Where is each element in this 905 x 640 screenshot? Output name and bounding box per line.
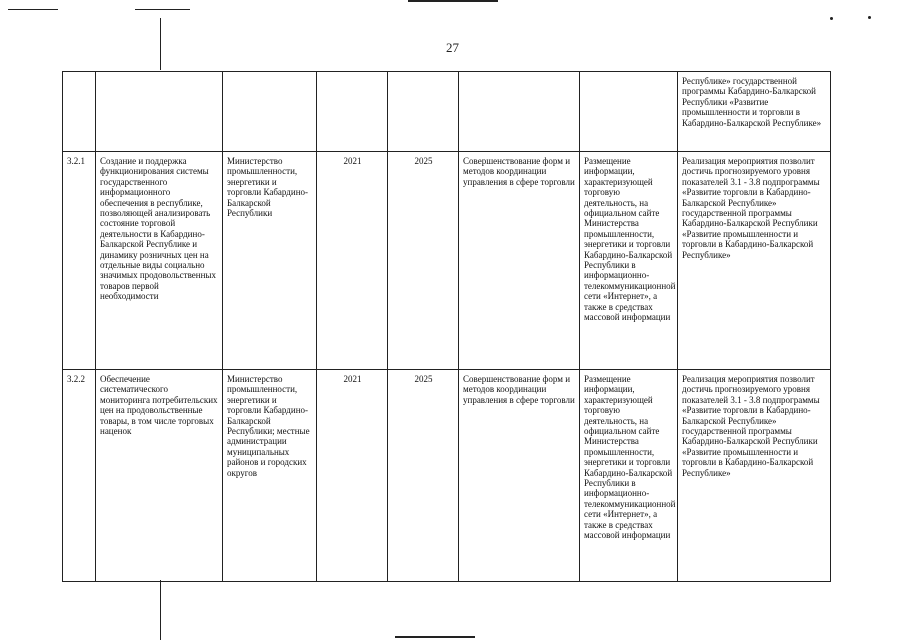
scan-artifact-dot bbox=[830, 17, 833, 20]
scan-artifact-top-center bbox=[408, 0, 498, 2]
measures-table bbox=[62, 71, 831, 582]
executor bbox=[223, 72, 317, 152]
table-row bbox=[63, 152, 831, 370]
content: Размещение информации, характеризующей торговую деятельность, на официальном сайте Министерства промышленности, энергетики и торговли Кабардино-Балкарской Республики в информационно-телекоммуникационной сети «Интернет», а также в средствах массовой информации bbox=[580, 152, 678, 370]
end-year: 2025 bbox=[388, 152, 459, 370]
scan-artifact-dot bbox=[868, 16, 871, 19]
result: Реализация мероприятия позволит достичь прогнозируемого уровня показателей 3.1 - 3.8 подпрограммы «Развитие торговли в Кабардино-Балкарской Республике» государственной программы Кабардино-Балкарской Республики «Развитие промышленности и торговли в Кабардино-Балкарской Республике» bbox=[678, 152, 831, 370]
end-year: 2025 bbox=[388, 370, 459, 582]
result: Реализация мероприятия позволит достичь прогнозируемого уровня показателей 3.1 - 3.8 подпрограммы «Развитие торговли в Кабардино-Балкарской Республике» государственной программы Кабардино-Балкарской Республики «Развитие промышленности и торговли в Кабардино-Балкарской Республике» bbox=[678, 370, 831, 582]
content: Размещение информации, характеризующей торговую деятельность, на официальном сайте Министерства промышленности, энергетики и торговли Кабардино-Балкарской Республики в информационно-телекоммуникационной сети «Интернет», а также в средствах массовой информации bbox=[580, 370, 678, 582]
row-number: 3.2.2 bbox=[63, 370, 96, 582]
measure-name: Создание и поддержка функционирования системы государственного информационного обеспечения в республике, позволяющей анализировать состояние торговой деятельности в Кабардино-Балкарской Республике и динамику розничных цен на отдельные виды социально значимых продовольственных товаров первой необходимости bbox=[96, 152, 223, 370]
result: Республике» государственной программы Кабардино-Балкарской Республики «Развитие промышленности и торговли в Кабардино-Балкарской Республике» bbox=[678, 72, 831, 152]
executor: Министерство промышленности, энергетики и торговли Кабардино-Балкарской Республики bbox=[223, 152, 317, 370]
row-number: 3.2.1 bbox=[63, 152, 96, 370]
table-row bbox=[63, 72, 831, 152]
table-row bbox=[63, 370, 831, 582]
executor: Министерство промышленности, энергетики и торговли Кабардино-Балкарской Республики; местные администрации муниципальных районов и городских округов bbox=[223, 370, 317, 582]
measure-name: Обеспечение систематического мониторинга потребительских цен на продовольственные товары, в том числе торговых наценок bbox=[96, 370, 223, 582]
scan-artifact-bottom-center bbox=[395, 636, 475, 638]
start-year: 2021 bbox=[317, 370, 388, 582]
end-year bbox=[388, 72, 459, 152]
task bbox=[459, 72, 580, 152]
scan-artifact-top-left bbox=[8, 9, 58, 10]
page-number: 27 bbox=[446, 40, 459, 55]
task: Совершенствование форм и методов координации управления в сфере торговли bbox=[459, 370, 580, 582]
task: Совершенствование форм и методов координации управления в сфере торговли bbox=[459, 152, 580, 370]
measure-name bbox=[96, 72, 223, 152]
start-year: 2021 bbox=[317, 152, 388, 370]
scan-artifact-vertical-bottom bbox=[160, 580, 161, 640]
start-year bbox=[317, 72, 388, 152]
scan-artifact-top-mid bbox=[135, 9, 190, 10]
row-number bbox=[63, 72, 96, 152]
content bbox=[580, 72, 678, 152]
